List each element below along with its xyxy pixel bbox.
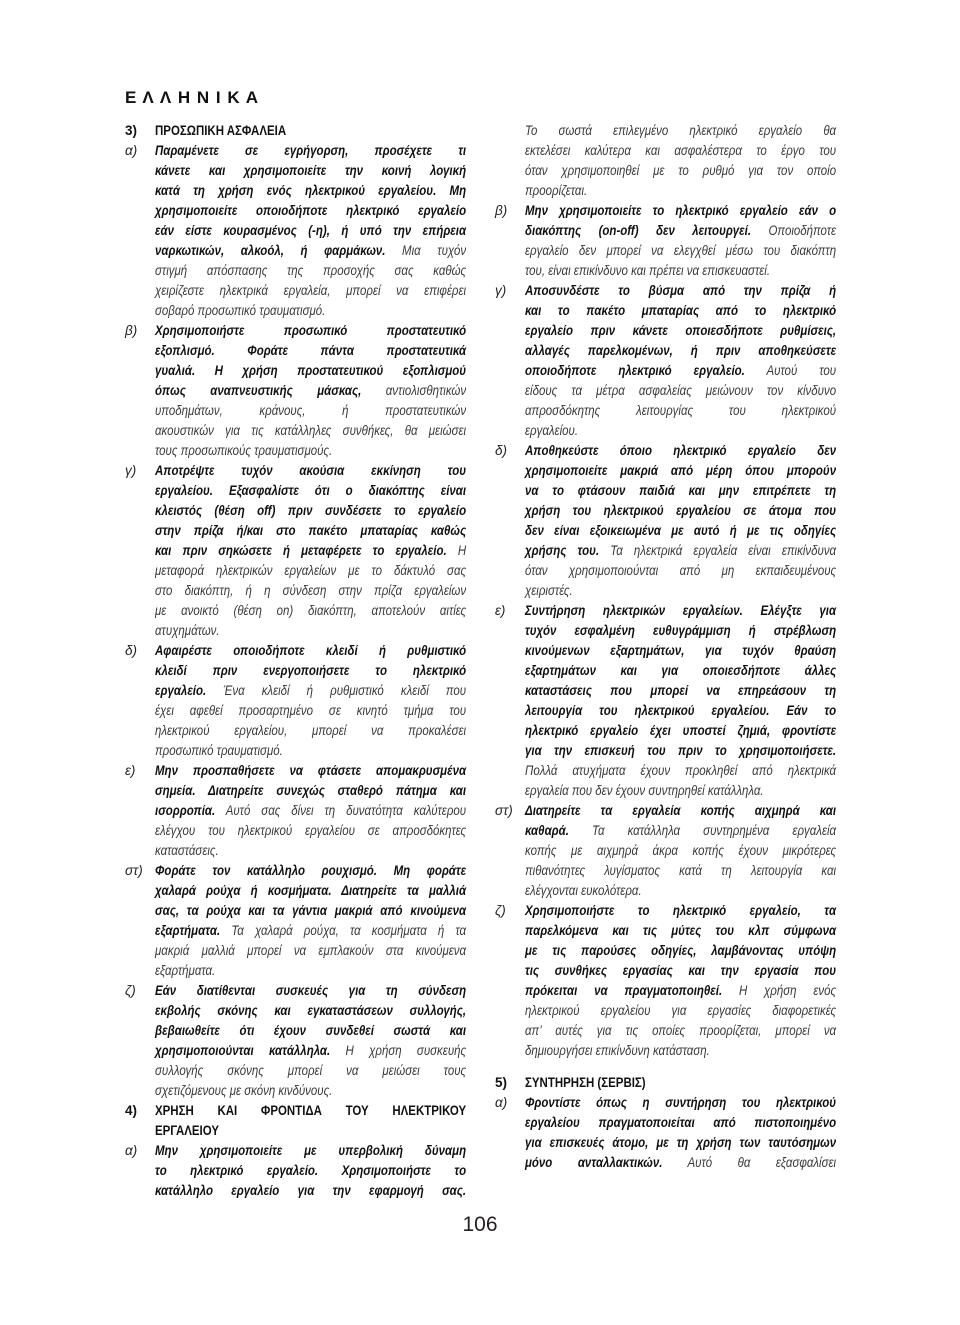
regular-text: Η χρήση ενός [722, 983, 837, 998]
bold-text: εξοπλισμό. Φοράτε πάντα προστατευτικά [155, 343, 467, 358]
text-line [155, 361, 466, 381]
regular-text: Αυτού του [744, 363, 837, 378]
bold-text: γυαλιά. Η χρήση προστατευτικού εξοπλισμού [155, 363, 467, 378]
heading-text: ΧΡΗΣΗ ΚΑΙ ΦΡΟΝΤΙΔΑ ΤΟΥ ΗΛΕΚΤΡΙΚΟΥ [155, 1103, 467, 1118]
text-line [155, 1081, 466, 1101]
text-line [155, 741, 466, 761]
text-line [525, 421, 836, 441]
item-text [525, 1093, 836, 1173]
text-line [525, 301, 836, 321]
bold-text: Μην χρησιμοποιείτε με υπερβολική δύναμη [155, 1143, 467, 1158]
bold-text: κλειστός (θέση off) πριν συνδέσετε το εργαλείο [155, 503, 467, 518]
bold-text: μόνο ανταλλακτικών. [525, 1155, 663, 1170]
list-item [125, 861, 466, 981]
text-line [155, 721, 466, 741]
regular-text: κοπής με αιχμηρά άκρα κοπής έχουν μικρότερες [525, 843, 837, 858]
bold-text: Φροντίστε όπως η συντήρηση του ηλεκτρικού [525, 1095, 837, 1110]
text-line [525, 721, 836, 741]
text-line [525, 861, 836, 881]
text-line [155, 681, 466, 701]
regular-text: ελέγχονται ευκολότερα. [525, 883, 642, 898]
text-line [525, 361, 836, 381]
text-line [155, 901, 466, 921]
text-line [155, 921, 466, 941]
regular-text: σχετιζόμενους με σκόνη κινδύνους. [155, 1083, 333, 1098]
text-line [155, 641, 466, 661]
list-item [495, 441, 836, 601]
bold-text: Διατηρείτε τα εργαλεία κοπής αιχμηρά και [525, 803, 837, 818]
regular-text: Το σωστά επιλεγμένο ηλεκτρικό εργαλείο θα [525, 123, 837, 138]
bold-text: Χρησιμοποιήστε προσωπικό προστατευτικό [155, 323, 467, 338]
regular-text: Τα ηλεκτρικά εργαλεία είναι επικίνδυνα [599, 543, 837, 558]
bold-text: λειτουργία του ηλεκτρικού εργαλείου. Εάν το [525, 703, 837, 718]
text-line [155, 1021, 466, 1041]
text-line [525, 781, 836, 801]
list-item [125, 321, 466, 461]
bold-text: Χρησιμοποιήστε το ηλεκτρικό εργαλείο, τα [525, 903, 837, 918]
regular-text: Οποιοδήποτε [751, 223, 837, 238]
regular-text: Πολλά ατυχήματα έχουν προκληθεί από ηλεκτρικά [525, 763, 837, 778]
text-line [155, 1161, 466, 1181]
text-line [155, 121, 466, 141]
text-line [155, 401, 466, 421]
regular-text: χειριστές. [525, 583, 573, 598]
item-label: ζ) [125, 983, 136, 998]
text-line [155, 561, 466, 581]
list-item [125, 981, 466, 1101]
text-line [155, 501, 466, 521]
text-line [155, 621, 466, 641]
text-line [155, 1061, 466, 1081]
text-line [525, 241, 836, 261]
item-text [525, 281, 836, 441]
bold-text: εργαλείου. Εξασφαλίστε ότι ο διακόπτης είναι [155, 483, 467, 498]
regular-text: με ανοικτό (θέση on) διακόπτη, αποτελούν αιτίες [155, 603, 467, 618]
text-line [525, 1093, 836, 1113]
bold-text: όπως αναπνευστικής μάσκας, [155, 383, 362, 398]
text-line [525, 561, 836, 581]
regular-text: Τα κατάλληλα συντηρημένα εργαλεία [568, 823, 837, 838]
bold-text: και το πακέτο μπαταρίας από το ηλεκτρικό [525, 303, 837, 318]
list-item [495, 201, 836, 281]
list-item [125, 1141, 466, 1201]
text-line [155, 321, 466, 341]
regular-text: Η χρήση συσκευής [330, 1043, 467, 1058]
bold-text: με τις παρούσες οδηγίες, λαμβάνοντας υπόψη [525, 943, 837, 958]
item-text [155, 1141, 466, 1201]
heading-text: ΕΡΓΑΛΕΙΟΥ [155, 1123, 220, 1138]
regular-text: καταστάσεις. [155, 843, 219, 858]
list-item [495, 281, 836, 441]
text-line [525, 921, 836, 941]
bold-text: να το φτάσουν παιδιά και μην επιτρέπετε τη [525, 483, 837, 498]
bold-text: Εάν διατίθενται συσκευές για τη σύνδεση [155, 983, 467, 998]
left-column [125, 121, 466, 1201]
bold-text: Παραμένετε σε εγρήγορση, προσέχετε τι [155, 143, 467, 158]
text-line [525, 281, 836, 301]
text-line [155, 1121, 466, 1141]
text-line [155, 261, 466, 281]
regular-text: απροσδόκητης λειτουργίας του ηλεκτρικού [525, 403, 837, 418]
item-label: 4) [125, 1103, 138, 1118]
text-line [525, 601, 836, 621]
list-item [495, 1093, 836, 1173]
regular-text: Αυτό θα εξασφαλίσει [662, 1155, 837, 1170]
regular-text: ακουστικών για τις κατάλληλες συνθήκες, θα μειώσει [155, 423, 467, 438]
regular-text: Η [446, 543, 467, 558]
regular-text: προορίζεται. [525, 183, 588, 198]
regular-text: υποδημάτων, κράνους, ή προστατευτικών [155, 403, 467, 418]
text-line [155, 521, 466, 541]
bold-text: χρησιμοποιείτε μακριά από μέρη όπου μπορούν [525, 463, 837, 478]
bold-text: χρήσης του. [525, 543, 600, 558]
item-text [155, 861, 466, 981]
item-label: δ) [495, 443, 507, 458]
list-item [125, 641, 466, 761]
item-label: β) [125, 323, 138, 338]
bold-text: το ηλεκτρικό εργαλείο. Χρησιμοποιήστε το [155, 1163, 467, 1178]
bold-text: χρησιμοποιούνται κατάλληλα. [155, 1043, 331, 1058]
text-line [525, 1001, 836, 1021]
list-item [125, 461, 466, 641]
regular-text: όταν χρησιμοποιηθεί με το ρυθμό για τον οποίο [525, 163, 837, 178]
item-label: στ) [495, 803, 513, 818]
regular-text: εξαρτήματα. [155, 963, 216, 978]
item-label: στ) [125, 863, 143, 878]
text-line [155, 1181, 466, 1201]
text-line [525, 321, 836, 341]
text-line [525, 541, 836, 561]
bold-text: σας, τα ρούχα και τα γάντια μακριά από κινούμενα [155, 903, 467, 918]
text-line [525, 621, 836, 641]
item-text [525, 201, 836, 281]
text-line [525, 201, 836, 221]
item-text [155, 121, 466, 141]
text-line [155, 1141, 466, 1161]
text-line [525, 161, 836, 181]
bold-text: χρήση του ηλεκτρικού εργαλείου σε άτομα που [525, 503, 837, 518]
text-line [155, 1041, 466, 1061]
text-line [525, 1153, 836, 1173]
regular-text: Ένα κλειδί ή ρυθμιστικό κλειδί που [206, 683, 467, 698]
bold-text: πρόκειται να πραγματοποιηθεί. [525, 983, 723, 998]
regular-text: έχει αφεθεί προσαρτημένο σε κινητό τμήμα του [155, 703, 467, 718]
bold-text: παρελκόμενα και τις μύτες του κλπ σύμφωνα [525, 923, 837, 938]
item-label: 3) [125, 123, 138, 138]
text-line [525, 641, 836, 661]
item-text [525, 801, 836, 901]
text-line [525, 261, 836, 281]
item-label: ε) [495, 603, 506, 618]
text-line [155, 201, 466, 221]
text-line [155, 701, 466, 721]
text-line [155, 181, 466, 201]
regular-text: εργαλεία που δεν έχουν συντηρηθεί κατάλληλα. [525, 783, 764, 798]
bold-text: κλειδί πριν ενεργοποιήσετε το ηλεκτρικό [155, 663, 467, 678]
text-line [155, 301, 466, 321]
text-line [525, 821, 836, 841]
heading-text: ΣΥΝΤΗΡΗΣΗ (ΣΕΡΒΙΣ) [525, 1075, 646, 1090]
text-line [155, 441, 466, 461]
bold-text: καταστάσεις που μπορεί να επηρεάσουν τη [525, 683, 837, 698]
bold-text: στην πρίζα ή/και στο πακέτο μπαταρίας καθώς [155, 523, 467, 538]
bold-text: για επισκευές άτομο, με τη χρήση των ταυτόσημων [525, 1135, 837, 1150]
text-line [155, 241, 466, 261]
text-line [155, 1001, 466, 1021]
right-column [495, 121, 836, 1173]
text-line [525, 381, 836, 401]
regular-text: στιγμή απόσπασης της προσοχής σας καθώς [155, 263, 467, 278]
regular-text: μακριά μαλλιά μπορεί να εμπλακούν στα κινούμενα [155, 943, 467, 958]
bold-text: Αποσυνδέστε το βύσμα από την πρίζα ή [525, 283, 837, 298]
bold-text: για την επισκευή του πριν το χρησιμοποιήσετε. [525, 743, 837, 758]
item-label: α) [125, 1143, 138, 1158]
list-item [495, 901, 836, 1061]
list-item [495, 601, 836, 801]
text-line [155, 601, 466, 621]
item-label: ζ) [495, 903, 506, 918]
bold-text: κατάλληλο εργαλείο για την εφαρμογή σας. [155, 1183, 467, 1198]
bold-text: διακόπτης (on-off) δεν λειτουργεί. [525, 223, 752, 238]
text-line [525, 801, 836, 821]
item-label: 5) [495, 1075, 508, 1090]
bold-text: εργαλείο πριν κάνετε οποιεσδήποτε ρυθμίσεις, [525, 323, 837, 338]
list-item [125, 761, 466, 861]
text-line [155, 281, 466, 301]
text-line [525, 581, 836, 601]
bold-text: τις συνθήκες εργασίας και την εργασία που [525, 963, 837, 978]
regular-text: ηλεκτρικού εργαλείου, μπορεί να προκαλέσει [155, 723, 467, 738]
bold-text: κάνετε και χρησιμοποιείτε την κοινή λογική [155, 163, 467, 178]
item-label: α) [495, 1095, 508, 1110]
text-line [155, 961, 466, 981]
text-line [155, 661, 466, 681]
item-text [525, 1073, 836, 1093]
bold-text: ισορροπία. [155, 803, 216, 818]
text-line [155, 141, 466, 161]
bold-text: εξαρτημάτων και για οποιεσδήποτε άλλες [525, 663, 837, 678]
page-number: 106 [462, 1213, 498, 1236]
regular-text: εκτελέσει καλύτερα και ασφαλέστερα το έργο του [525, 143, 837, 158]
text-line [155, 461, 466, 481]
text-line [525, 661, 836, 681]
text-line [155, 761, 466, 781]
text-line [525, 1133, 836, 1153]
item-text [155, 1101, 466, 1141]
section-heading [495, 1073, 836, 1093]
item-text [525, 121, 836, 201]
item-label: β) [495, 203, 508, 218]
regular-text: Αυτό σας δίνει τη δυνατότητα καλύτερου [215, 803, 467, 818]
regular-text: χειρίζεστε ηλεκτρικά εργαλεία, μπορεί να επιφέρει [155, 283, 467, 298]
text-line [155, 1101, 466, 1121]
text-line [155, 381, 466, 401]
bold-text: Αποτρέψτε τυχόν ακούσια εκκίνηση του [155, 463, 467, 478]
item-text [155, 141, 466, 321]
text-line [525, 1041, 836, 1061]
text-line [525, 841, 836, 861]
regular-text: εργαλείο δεν μπορεί να ελεγχθεί μέσω του διακόπτη [525, 243, 837, 258]
bold-text: δεν είναι εξοικειωμένα με αυτό ή με τις οδηγίες [525, 523, 837, 538]
regular-text: Τα χαλαρά ρούχα, τα κοσμήματα ή τα [220, 923, 467, 938]
text-line [525, 401, 836, 421]
text-line [525, 481, 836, 501]
item-text [155, 981, 466, 1101]
text-line [525, 501, 836, 521]
regular-text: μεταφορά ηλεκτρικών εργαλείων με το δάκτυλό σας [155, 563, 467, 578]
bold-text: ναρκωτικών, αλκοόλ, ή φαρμάκων. [155, 243, 386, 258]
bold-text: εργαλείο. [155, 683, 207, 698]
item-label: δ) [125, 643, 137, 658]
text-line [525, 1113, 836, 1133]
item-label: ε) [125, 763, 136, 778]
text-line [525, 681, 836, 701]
regular-text: αντιολισθητικών [361, 383, 467, 398]
item-label: γ) [125, 463, 137, 478]
bold-text: και πριν σηκώσετε ή μεταφέρετε το εργαλείο. [155, 543, 447, 558]
section-heading [125, 121, 466, 141]
bold-text: Αποθηκεύστε όποιο ηλεκτρικό εργαλείο δεν [525, 443, 837, 458]
bold-text: Μην χρησιμοποιείτε το ηλεκτρικό εργαλείο εάν ο [525, 203, 837, 218]
text-line [525, 941, 836, 961]
item-text [525, 901, 836, 1061]
text-line [155, 581, 466, 601]
item-text [525, 441, 836, 601]
bold-text: εργαλείου πραγματοποιείται από πιστοποιημένο [525, 1115, 837, 1130]
text-line [155, 341, 466, 361]
text-line [525, 141, 836, 161]
bold-text: Μην προσπαθήσετε να φτάσετε απομακρυσμένα [155, 763, 467, 778]
list-item [495, 121, 836, 201]
item-text [155, 321, 466, 461]
regular-text: ατυχημάτων. [155, 623, 220, 638]
regular-text: δημιουργήσει επικίνδυνη κατάσταση. [525, 1043, 710, 1058]
regular-text: συλλογής σκόνης μπορεί να μειώσει τους [155, 1063, 467, 1078]
text-line [525, 981, 836, 1001]
regular-text: προσωπικό τραυματισμό. [155, 743, 283, 758]
regular-text: πιθανότητες λυγίσματος κατά τη λειτουργία και [525, 863, 837, 878]
heading-text: ΠΡΟΣΩΠΙΚΗ ΑΣΦΑΛΕΙΑ [155, 123, 287, 138]
item-text [155, 641, 466, 761]
regular-text: του, είναι επικίνδυνο και πρέπει να επισκευαστεί. [525, 263, 771, 278]
bold-text: καθαρά. [525, 823, 569, 838]
bold-text: βεβαιωθείτε ότι έχουν συνδεθεί σωστά και [155, 1023, 467, 1038]
bold-text: κινούμενων εξαρτημάτων, για τυχόν θραύση [525, 643, 837, 658]
bold-text: Συντήρηση ηλεκτρικών εργαλείων. Ελέγξτε για [525, 603, 837, 618]
regular-text: τους προσωπικούς τραυματισμούς. [155, 443, 333, 458]
regular-text: απ’ αυτές για τις οποίες προορίζεται, μπορεί να [525, 1023, 837, 1038]
language-heading: Ε Λ Λ Η Ν Ι Κ Α [125, 88, 260, 107]
item-label: α) [125, 143, 138, 158]
text-line [155, 821, 466, 841]
bold-text: σημεία. Διατηρείτε συνεχώς σταθερό πάτημα και [155, 783, 467, 798]
text-line [155, 541, 466, 561]
section-heading [125, 1101, 466, 1141]
regular-text: ελέγχου του ηλεκτρικού εργαλείου σε απροσδόκητες [155, 823, 467, 838]
text-line [525, 441, 836, 461]
text-line [155, 941, 466, 961]
bold-text: αλλαγές παρελκομένων, ή πριν αποθηκεύσετε [525, 343, 837, 358]
text-line [155, 981, 466, 1001]
text-line [525, 521, 836, 541]
text-line [155, 781, 466, 801]
bold-text: εξαρτήματα. [155, 923, 221, 938]
item-label: γ) [495, 283, 507, 298]
bold-text: εκβολής σκόνης και εγκαταστάσεων συλλογής, [155, 1003, 467, 1018]
text-line [525, 1021, 836, 1041]
bold-text: Φοράτε τον κατάλληλο ρουχισμό. Μη φοράτε [155, 863, 467, 878]
item-text [155, 461, 466, 641]
regular-text: σοβαρό προσωπικό τραυματισμό. [155, 303, 326, 318]
text-line [525, 761, 836, 781]
item-text [525, 601, 836, 801]
bold-text: χρησιμοποιείτε οποιοδήποτε ηλεκτρικό εργαλείο [155, 203, 467, 218]
bold-text: εάν είστε κουρασμένος (-η), ή υπό την επήρεια [155, 223, 467, 238]
text-line [525, 461, 836, 481]
text-line [155, 481, 466, 501]
regular-text: όταν χρησιμοποιούνται από μη εκπαιδευμένους [525, 563, 837, 578]
text-line [155, 841, 466, 861]
text-line [525, 901, 836, 921]
text-line [155, 861, 466, 881]
bold-text: τυχόν εσφαλμένη ευθυγράμμιση ή στρέβλωση [525, 623, 837, 638]
bold-text: χαλαρά ρούχα ή κοσμήματα. Διατηρείτε τα μαλλιά [155, 883, 467, 898]
regular-text: Μια τυχόν [385, 243, 467, 258]
text-line [155, 881, 466, 901]
text-line [155, 221, 466, 241]
text-line [525, 1073, 836, 1093]
regular-text: στο διακόπτη, ή η σύνδεση στην πρίζα εργαλείων [155, 583, 467, 598]
bold-text: κατά τη χρήση ενός ηλεκτρικού εργαλείου. Μη [155, 183, 467, 198]
regular-text: ηλεκτρικού εργαλείου για εργασίες διαφορετικές [525, 1003, 837, 1018]
text-line [155, 801, 466, 821]
text-line [525, 221, 836, 241]
text-line [525, 341, 836, 361]
text-line [525, 741, 836, 761]
text-line [155, 421, 466, 441]
regular-text: είδους τα μέτρα ασφαλείας μειώνουν τον κίνδυνο [525, 383, 837, 398]
text-line [525, 881, 836, 901]
text-line [525, 181, 836, 201]
bold-text: οποιοδήποτε ηλεκτρικό εργαλείο. [525, 363, 745, 378]
list-item [495, 801, 836, 901]
list-item [125, 141, 466, 321]
bold-text: Αφαιρέστε οποιοδήποτε κλειδί ή ρυθμιστικό [155, 643, 467, 658]
text-line [155, 161, 466, 181]
item-text [155, 761, 466, 861]
bold-text: ηλεκτρικό εργαλείο έχει υποστεί ζημιά, φροντίστε [525, 723, 837, 738]
text-line [525, 121, 836, 141]
regular-text: εργαλείου. [525, 423, 579, 438]
text-line [525, 701, 836, 721]
text-line [525, 961, 836, 981]
